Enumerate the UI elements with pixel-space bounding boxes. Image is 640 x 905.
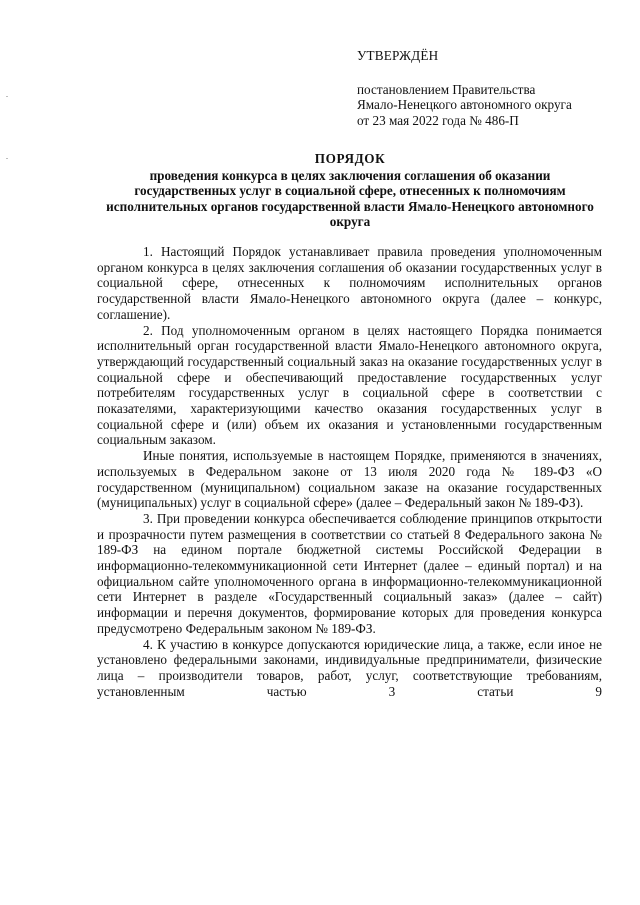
approval-line: от 23 мая 2022 года № 486-П — [357, 112, 519, 128]
paragraph: 4. К участию в конкурсе допускаются юридические лица, а также, если иное не установлено федеральными законами, индивидуальные предприниматели, физические лица – производители товаров, работ, услуг, соответствующие требованиям, установленным частью 3 статьи 9 — [97, 636, 602, 699]
paragraph: 3. При проведении конкурса обеспечивается соблюдение принципов открытости и прозрачности путем размещения в соответствии со статьей 8 Федерального закона № 189-ФЗ на едином портале бюджетной системы Российской Федерации в информационно-телекоммуникационной сети Интернет (далее – единый портал) и на официальном сайте уполномоченного органа в информационно-телекоммуникационной сети Интернет в разделе «Государственный социальный заказ» (далее – сайт) информации и перечня документов, формирование которых для проведения конкурса предусмотрено Федеральным законом № 189-ФЗ. — [97, 510, 602, 636]
document-body — [97, 244, 602, 699]
document-subtitle: проведения конкурса в целях заключения соглашения об оказании государственных услуг в социальной сфере, отнесенных к полномочиям исполнительных органов государственной власти Ямало-Ненецкого автономного округа — [106, 167, 594, 230]
approval-line: постановлением Правительства — [357, 81, 536, 97]
approval-stamp — [357, 48, 617, 128]
paragraph: Иные понятия, используемые в настоящем Порядке, применяются в значениях, используемых в Федеральном законе от 13 июля 2020 года № 189-ФЗ «О государственном (муниципальном) социальном заказе на оказание государственных (муниципальных) услуг в социальной сфере» (далее – Федеральный закон № 189-ФЗ). — [97, 448, 602, 511]
paragraph: 1. Настоящий Порядок устанавливает правила проведения уполномоченным органом конкурса в целях заключения соглашения об оказании государственных услуг в социальной сфере, отнесенных к полномочиям исполнительных органов государственной власти Ямало-Ненецкого автономного округа (далее – конкурс, соглашение). — [97, 244, 602, 322]
approval-line: Ямало-Ненецкого автономного округа — [357, 97, 572, 112]
document-title-block — [100, 151, 600, 230]
scan-mark — [6, 158, 8, 159]
scan-mark — [6, 96, 8, 97]
paragraph: 2. Под уполномоченным органом в целях настоящего Порядка понимается исполнительный орган государственной власти Ямало-Ненецкого автономного округа, утверждающий государственный социальный заказ на оказание государственных услуг в социальной сфере и обеспечивающий предоставление государственных услуг потребителям государственных услуг в социальной сфере в соответствии с показателями, характеризующими качество оказания государственных услуг в социальной сфере и (или) объем их оказания и установленными государственным социальным заказом. — [97, 322, 602, 448]
approval-heading: УТВЕРЖДЁН — [357, 48, 439, 63]
document-title: ПОРЯДОК — [314, 151, 386, 166]
